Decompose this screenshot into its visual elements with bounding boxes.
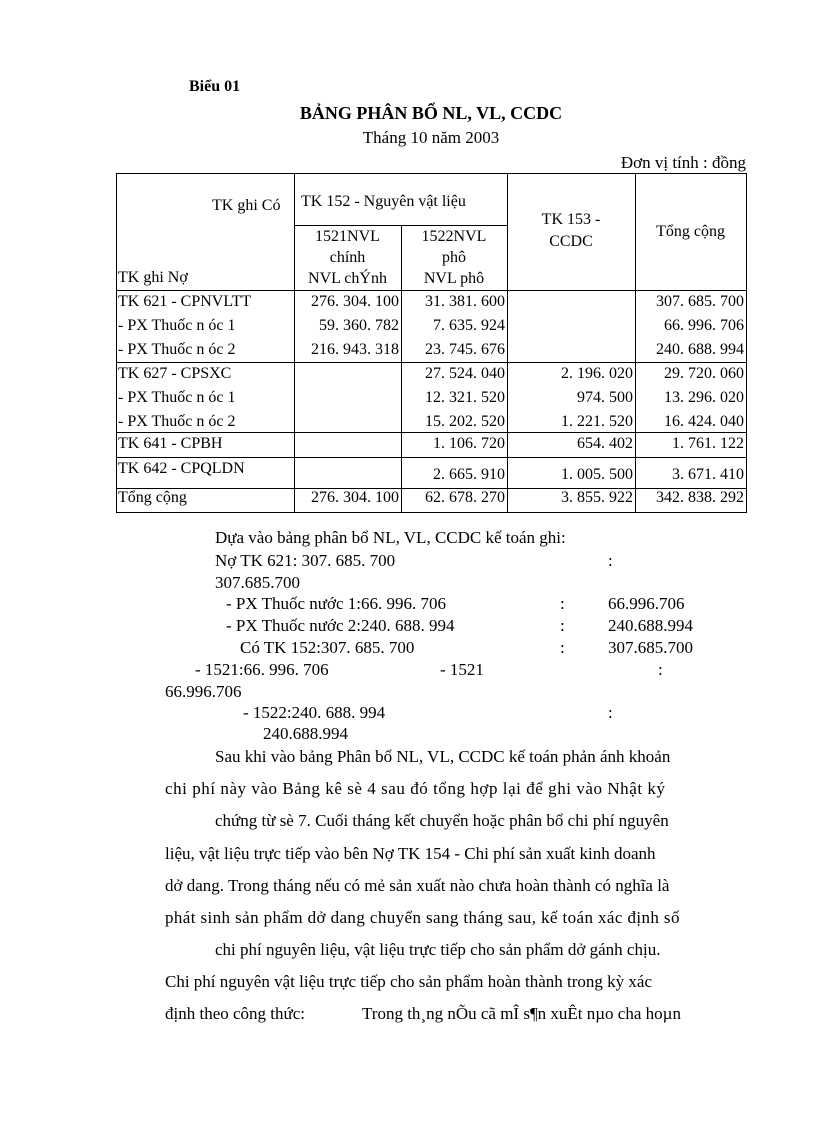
entry-colon: : — [608, 703, 613, 722]
table-row-label: Tổng cộng — [118, 489, 187, 506]
table-cell: 13. 296. 020 — [664, 389, 744, 406]
entry-colon: : — [608, 551, 613, 570]
entry-1522-value: 240.688.994 — [263, 724, 348, 743]
table-cell: 974. 500 — [577, 389, 633, 406]
table-cell: 23. 745. 676 — [425, 341, 505, 358]
entries-intro: Dựa vào bảng phân bổ NL, VL, CCDC kế toán ghi: — [215, 528, 566, 547]
entry-debit-621: Nợ TK 621: 307. 685. 700 — [215, 551, 396, 570]
paragraph-line: dở dang. Trong tháng nếu có mẻ sản xuất nào chưa hoàn thành có nghĩa là — [165, 876, 670, 895]
entry-colon: : — [560, 638, 565, 657]
table-cell: 7. 635. 924 — [433, 317, 505, 334]
allocation-table — [116, 173, 747, 513]
header-debit-account: TK ghi Nợ — [118, 269, 188, 286]
document-subtitle: Tháng 10 năm 2003 — [362, 128, 500, 147]
entry-colon: : — [658, 660, 663, 679]
entry-px2-value: 240.688.994 — [608, 616, 693, 635]
table-cell: 1. 221. 520 — [561, 413, 633, 430]
table-row-label: - PX Thuốc n óc 1 — [118, 317, 236, 334]
entry-px2: - PX Thuốc nước 2:240. 688. 994 — [226, 616, 455, 635]
table-cell: 1. 005. 500 — [561, 466, 633, 483]
entry-px1-value: 66.996.706 — [608, 594, 685, 613]
document-title: BẢNG PHÂN BỔ NL, VL, CCDC — [299, 103, 563, 123]
table-cell: 3. 671. 410 — [672, 466, 744, 483]
table-cell: 216. 943. 318 — [311, 341, 399, 358]
table-cell: 66. 996. 706 — [664, 317, 744, 334]
header-tk153: TK 153 - CCDC — [541, 211, 601, 250]
table-row-label: TK 621 - CPNVLTT — [118, 293, 252, 310]
table-cell: 307. 685. 700 — [656, 293, 744, 310]
table-cell: 276. 304. 100 — [311, 489, 399, 506]
header-tk152: TK 152 - Nguyên vật liệu — [301, 193, 466, 210]
table-row-label: TK 642 - CPQLDN — [118, 460, 245, 477]
paragraph-line: Sau khi vào bảng Phân bổ NL, VL, CCDC kế toán phản ánh khoản — [215, 747, 671, 766]
table-cell: 1. 106. 720 — [433, 435, 505, 452]
paragraph-line: định theo công thức: — [165, 1004, 305, 1023]
table-row-label: - PX Thuốc n óc 2 — [118, 341, 236, 358]
entry-credit-152-value: 307.685.700 — [608, 638, 693, 657]
currency-unit: Đơn vị tính : đồng — [620, 153, 746, 172]
header-total: Tổng cộng — [656, 223, 725, 240]
header-1521: 1521NVL chính NVL chÝnh — [308, 228, 387, 287]
entry-1522: - 1522:240. 688. 994 — [243, 703, 386, 722]
entry-px1: - PX Thuốc nước 1:66. 996. 706 — [226, 594, 446, 613]
table-cell: 2. 196. 020 — [561, 365, 633, 382]
entry-colon: : — [560, 616, 565, 635]
table-row-label: TK 641 - CPBH — [118, 435, 223, 452]
table-cell: 342. 838. 292 — [656, 489, 744, 506]
table-cell: 12. 321. 520 — [425, 389, 505, 406]
table-cell: 240. 688. 994 — [656, 341, 744, 358]
paragraph-line: chứng từ sè 7. Cuối tháng kết chuyển hoặc phân bổ chi phí nguyên — [215, 811, 669, 830]
table-cell: 31. 381. 600 — [425, 293, 505, 310]
paragraph-line: phát sinh sản phẩm dở dang chuyển sang tháng sau, kế toán xác định số — [165, 908, 680, 927]
table-cell: 59. 360. 782 — [319, 317, 399, 334]
table-row-label: - PX Thuốc n óc 2 — [118, 413, 236, 430]
entry-1521-value: 66.996.706 — [165, 682, 242, 701]
table-row-label: TK 627 - CPSXC — [118, 365, 232, 382]
entry-colon: : — [560, 594, 565, 613]
table-cell: 1. 761. 122 — [672, 435, 744, 452]
table-cell: 15. 202. 520 — [425, 413, 505, 430]
header-credit-account: TK ghi Có — [212, 197, 281, 214]
table-cell: 654. 402 — [577, 435, 633, 452]
paragraph-line: liệu, vật liệu trực tiếp vào bên Nợ TK 154 - Chi phí sản xuất kinh doanh — [165, 844, 656, 863]
entry-1521-label: - 1521 — [440, 660, 484, 679]
paragraph-line: chi phí này vào Bảng kê sè 4 sau đó tổng hợp lại để ghi vào Nhật ký — [165, 779, 666, 798]
table-cell: 3. 855. 922 — [561, 489, 633, 506]
paragraph-line: chi phí nguyên liệu, vật liệu trực tiếp cho sản phẩm dở gánh chịu. — [215, 940, 661, 959]
entry-credit-152: Có TK 152:307. 685. 700 — [240, 638, 415, 657]
table-cell: 16. 424. 040 — [664, 413, 744, 430]
paragraph-line: Chi phí nguyên vật liệu trực tiếp cho sản phẩm hoàn thành trong kỳ xác — [165, 972, 652, 991]
paragraph-line-garbled: Trong th¸ng nÕu cã mÎ s¶n xuÊt nµo cha hoµn — [362, 1004, 681, 1023]
table-cell: 27. 524. 040 — [425, 365, 505, 382]
table-cell: 276. 304. 100 — [311, 293, 399, 310]
header-1522: 1522NVL phô NVL phô — [421, 228, 487, 287]
table-row-label: - PX Thuốc n óc 1 — [118, 389, 236, 406]
entry-1521: - 1521:66. 996. 706 — [195, 660, 329, 679]
entry-debit-621-value: 307.685.700 — [215, 573, 300, 592]
table-cell: 29. 720. 060 — [664, 365, 744, 382]
table-cell: 62. 678. 270 — [425, 489, 505, 506]
table-cell: 2. 665. 910 — [433, 466, 505, 483]
document-label: Biểu 01 — [189, 78, 241, 95]
